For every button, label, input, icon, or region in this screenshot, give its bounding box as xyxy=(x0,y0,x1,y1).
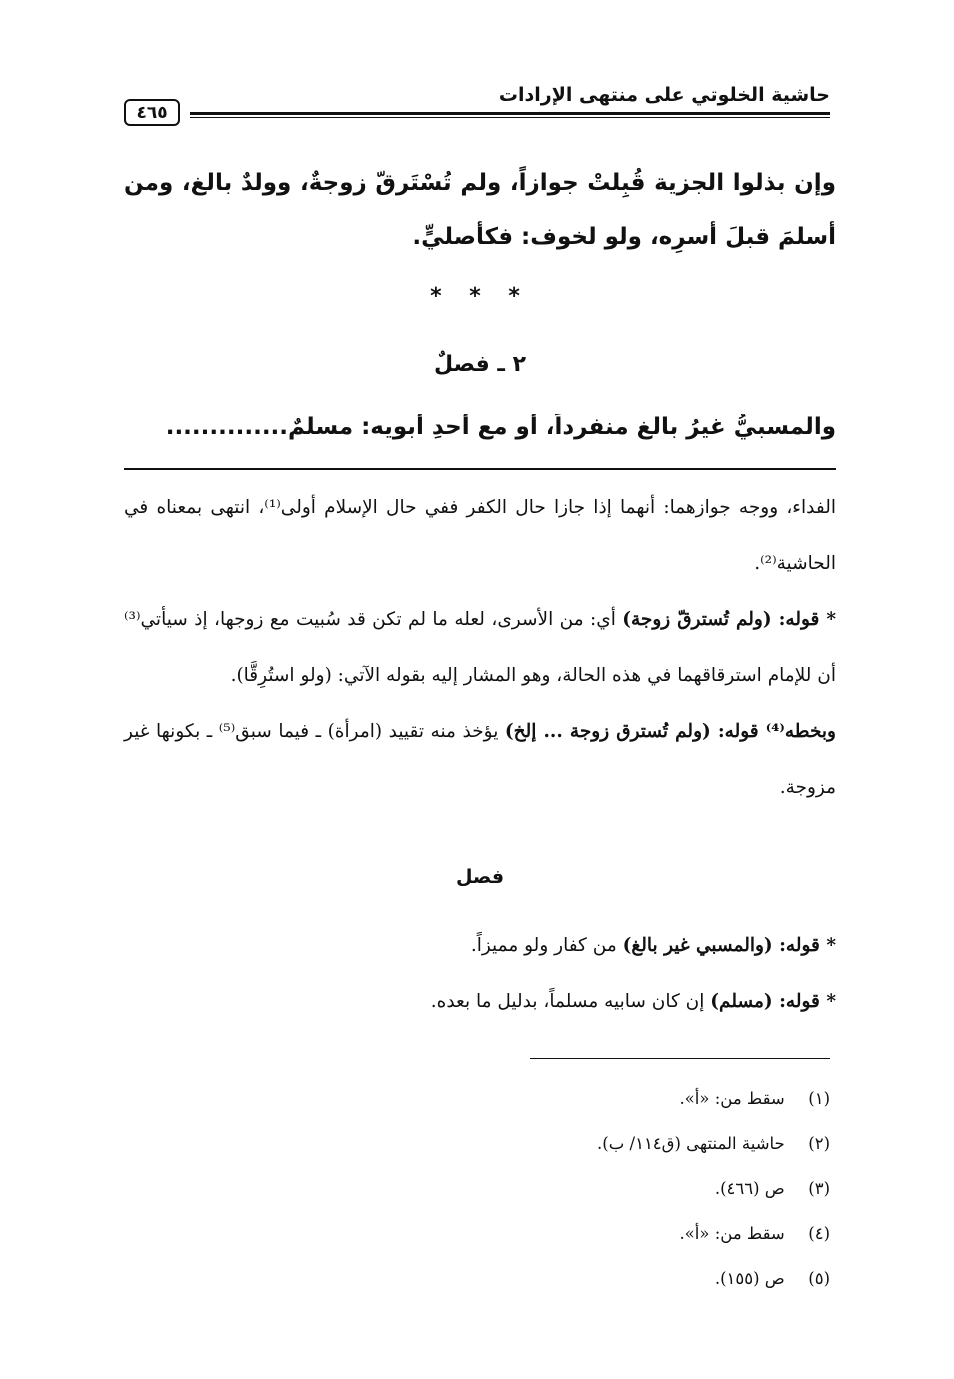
commentary-continued xyxy=(124,918,836,1030)
footnote-text: ص (٤٦٦). xyxy=(714,1179,785,1198)
footnote xyxy=(330,1166,830,1211)
section-title: ٢ ـ فصلٌ xyxy=(434,352,526,377)
quote-lead: * قوله: (ولم تُسترقّ زوجة) xyxy=(622,609,836,630)
section-separator: * * * xyxy=(430,284,530,309)
quote-lead: وبخطه⁽⁴⁾ قوله: (ولم تُسترق زوجة ... إلخ) xyxy=(504,721,836,742)
footnote-number: (٣) xyxy=(808,1179,830,1198)
commentary-paragraph-1: الفداء، ووجه جوازهما: أنهما إذا جازا حال الكفر ففي حال الإسلام أولى⁽¹⁾، انتهى بمعناه في الحاشية⁽²⁾. xyxy=(124,497,836,574)
footnote-text: حاشية المنتهى (ق١١٤/ ب). xyxy=(597,1134,785,1153)
footnote xyxy=(330,1211,830,1256)
footnote xyxy=(330,1076,830,1121)
commentary-section-title: فصل xyxy=(455,866,505,888)
footnote-text: سقط من: «أ». xyxy=(679,1089,785,1108)
commentary xyxy=(124,480,836,816)
main-paragraph-1: وإن بذلوا الجزية قُبِلتْ جوازاً، ولم تُسْتَرقّ زوجةٌ، وولدٌ بالغ، ومن أسلمَ قبلَ أسرِه، ولو لخوف: فكأصليٍّ. xyxy=(124,170,836,250)
quote-body: أي: من الأسرى، لعله ما لم تكن قد سُبيت مع زوجها، إذ سيأتي⁽³⁾ أن للإمام استرقاقهما في هذه الحالة، وهو المشار إليه بقوله الآتي: (ولو استُرِقَّا). xyxy=(124,609,836,686)
main-text xyxy=(124,156,836,264)
footnote-text: سقط من: «أ». xyxy=(679,1224,785,1243)
footnote-number: (٢) xyxy=(808,1134,830,1153)
quote-lead: * قوله: (مسلم) xyxy=(710,991,836,1012)
footnote-rule xyxy=(530,1058,830,1059)
main-paragraph-2: والمسبيُّ غيرُ بالغ منفرداً، أو مع أحدِ أبويه: مسلمٌ.............. xyxy=(165,414,836,440)
footnote-text: ص (١٥٥). xyxy=(714,1269,785,1288)
quote-lead: * قوله: (والمسبي غير بالغ) xyxy=(622,935,836,956)
footnote xyxy=(330,1121,830,1166)
page-number: ٤٦٥ xyxy=(124,99,180,126)
quote-body: يؤخذ منه تقييد (امرأة) ـ فيما سبق⁽⁵⁾ ـ بكونها غير مزوجة. xyxy=(124,721,836,798)
quote-body: من كفار ولو مميزاً. xyxy=(470,935,623,956)
main-text-rule xyxy=(124,468,836,470)
quote-body: إن كان سابيه مسلماً، بدليل ما بعده. xyxy=(430,991,711,1012)
header-rule xyxy=(190,112,830,118)
commentary-paragraph-5 xyxy=(124,974,836,1030)
footnote-number: (٥) xyxy=(808,1269,830,1288)
commentary-paragraph-3 xyxy=(124,704,836,816)
commentary-paragraph-2 xyxy=(124,592,836,704)
footnotes xyxy=(330,1076,830,1301)
footnote-number: (٤) xyxy=(808,1224,830,1243)
running-header-title: حاشية الخلوتي على منتهى الإرادات xyxy=(498,84,830,106)
footnote xyxy=(330,1256,830,1301)
commentary-paragraph-4 xyxy=(124,918,836,974)
footnote-number: (١) xyxy=(808,1089,830,1108)
